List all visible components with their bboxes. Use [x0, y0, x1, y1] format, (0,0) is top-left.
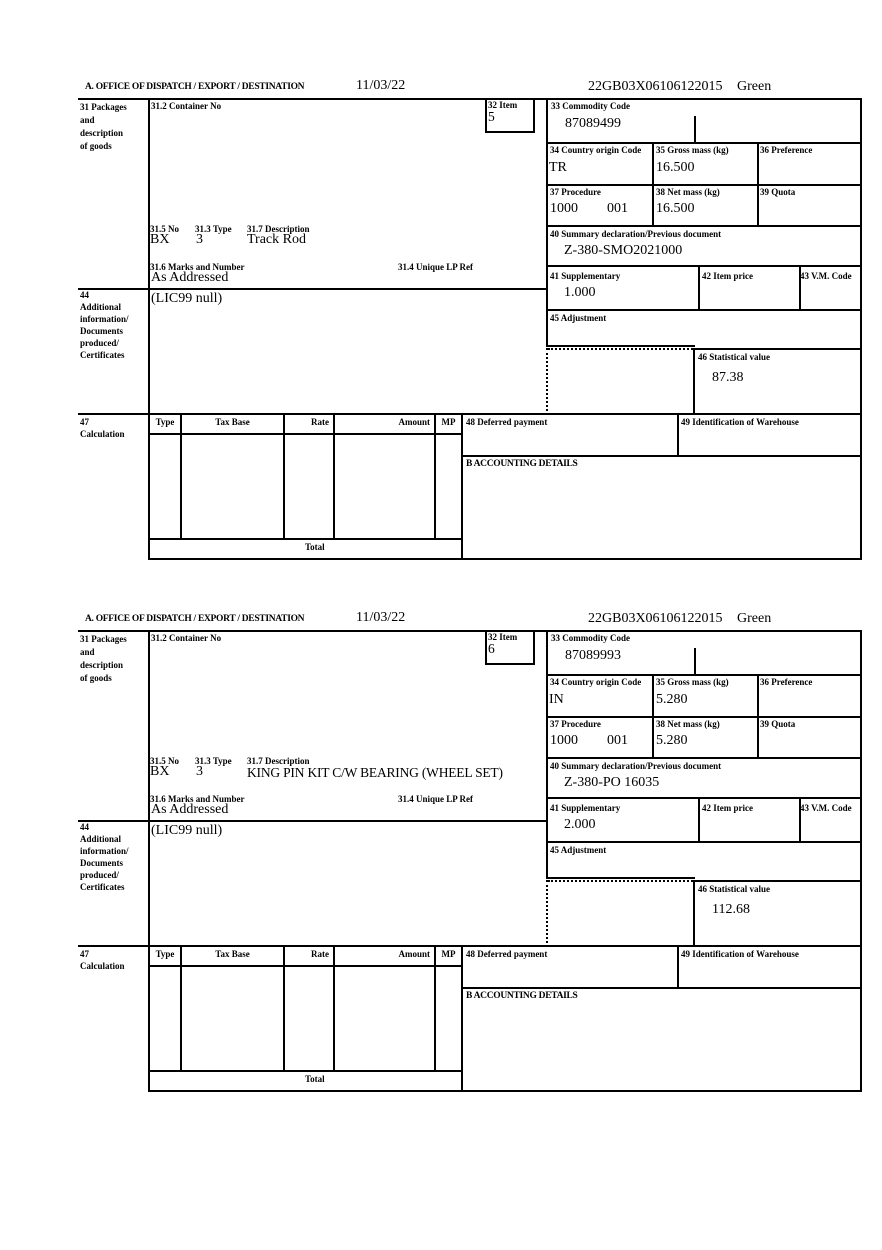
box44-label: Additional — [80, 834, 122, 844]
preference-label: 36 Preference — [760, 145, 813, 155]
unique-lp-ref-label: 31.4 Unique LP Ref — [398, 794, 474, 804]
supplementary-value: 1.000 — [564, 285, 596, 300]
box44-label: 44 — [80, 290, 89, 300]
gross-mass-label: 35 Gross mass (kg) — [656, 677, 729, 687]
declaration-item-section-1 — [0, 80, 882, 562]
border-line — [546, 184, 860, 186]
calc-col-rate: Rate — [311, 949, 329, 959]
item-price-label: 42 Item price — [702, 271, 753, 281]
pkg-type-value: 3 — [196, 764, 203, 779]
warehouse-id-label: 49 Identification of Warehouse — [681, 417, 799, 427]
calc-column-line — [333, 945, 335, 1070]
box44-label: produced/ — [80, 870, 119, 880]
supplementary-label: 41 Supplementary — [550, 271, 621, 281]
item-box-border — [533, 630, 535, 663]
box44-label: Documents — [80, 326, 123, 336]
border-line — [652, 142, 654, 225]
box44-label: Documents — [80, 858, 123, 868]
item-number-value: 6 — [488, 641, 495, 656]
box44-label: Additional — [80, 302, 122, 312]
container-no-label: 31.2 Container No — [151, 101, 222, 111]
item-box-border — [485, 131, 535, 133]
border-line — [148, 1070, 463, 1072]
declaration-reference: 22GB03X06106122015 — [588, 79, 723, 94]
border-line — [693, 880, 860, 882]
calc-column-line — [180, 945, 182, 1070]
border-line — [461, 987, 860, 989]
country-origin-value: TR — [549, 160, 567, 175]
pkg-description-label: 31.7 Description — [247, 756, 310, 766]
box47-label: Calculation — [80, 961, 125, 971]
declaration-reference: 22GB03X06106122015 — [588, 611, 723, 626]
item-box-border — [485, 663, 535, 665]
box31-label: description — [80, 660, 124, 670]
box44-label: Certificates — [80, 882, 125, 892]
office-of-dispatch-header: A. OFFICE OF DISPATCH / EXPORT / DESTINATION — [85, 614, 305, 624]
pkg-description-label: 31.7 Description — [247, 224, 310, 234]
office-of-dispatch-header: A. OFFICE OF DISPATCH / EXPORT / DESTINATION — [85, 82, 305, 92]
calc-col-mp: MP — [441, 949, 456, 959]
border-line — [546, 841, 860, 843]
dispatch-date: 11/03/22 — [356, 78, 406, 93]
border-line — [78, 945, 860, 947]
marks-label: 31.6 Marks and Number — [150, 262, 245, 272]
item-box-border — [485, 98, 487, 131]
calc-column-line — [333, 413, 335, 538]
goods-description-value: Track Rod — [247, 232, 306, 247]
pkg-no-value: BX — [150, 764, 170, 779]
commodity-code-tick — [694, 116, 696, 142]
dispatch-date: 11/03/22 — [356, 610, 406, 625]
calc-col-mp: MP — [441, 417, 456, 427]
country-origin-label: 34 Country origin Code — [550, 145, 642, 155]
procedure-value-2: 001 — [607, 201, 628, 216]
border-line — [148, 1090, 860, 1092]
border-line — [78, 98, 860, 100]
box47-label: 47 — [80, 417, 89, 427]
calc-column-line — [283, 413, 285, 538]
box31-label: of goods — [80, 673, 112, 683]
statistical-value-label: 46 Statistical value — [698, 352, 770, 362]
country-origin-label: 34 Country origin Code — [550, 677, 642, 687]
border-line — [652, 674, 654, 757]
commodity-code-tick — [694, 648, 696, 674]
pkg-no-label: 31.5 No — [150, 756, 179, 766]
box31-label: and — [80, 647, 95, 657]
gross-mass-value: 16.500 — [656, 160, 695, 175]
item-price-label: 42 Item price — [702, 803, 753, 813]
gross-mass-label: 35 Gross mass (kg) — [656, 145, 729, 155]
dotted-divider-line — [548, 348, 693, 350]
border-line — [546, 716, 860, 718]
item-box-border — [533, 98, 535, 131]
total-label: Total — [305, 1074, 325, 1084]
procedure-label: 37 Procedure — [550, 719, 601, 729]
border-line — [546, 877, 695, 879]
border-line — [78, 630, 860, 632]
border-line — [546, 345, 695, 347]
procedure-value-2: 001 — [607, 733, 628, 748]
procedure-value: 1000 — [550, 201, 578, 216]
border-line — [546, 630, 548, 879]
border-line — [677, 413, 679, 455]
calc-col-rate: Rate — [311, 417, 329, 427]
border-line — [546, 225, 860, 227]
item-label: 32 Item — [488, 632, 518, 642]
box31-label: 31 Packages — [80, 634, 127, 644]
preference-label: 36 Preference — [760, 677, 813, 687]
country-origin-value: IN — [549, 692, 564, 707]
routing-status: Green — [737, 611, 772, 626]
box31-label: 31 Packages — [80, 102, 127, 112]
routing-status: Green — [737, 79, 772, 94]
additional-info-value: (LIC99 null) — [151, 291, 223, 306]
procedure-value: 1000 — [550, 733, 578, 748]
statistical-value: 87.38 — [712, 370, 744, 385]
deferred-payment-label: 48 Deferred payment — [466, 949, 548, 959]
total-label: Total — [305, 542, 325, 552]
summary-declaration-label: 40 Summary declaration/Previous document — [550, 229, 722, 239]
calc-col-taxbase: Tax Base — [215, 949, 250, 959]
item-box-border — [485, 630, 487, 663]
border-line — [693, 348, 695, 415]
border-line — [148, 965, 463, 967]
warehouse-id-label: 49 Identification of Warehouse — [681, 949, 799, 959]
pkg-type-value: 3 — [196, 232, 203, 247]
previous-document-value: Z-380-PO 16035 — [564, 775, 660, 790]
calc-column-line — [283, 945, 285, 1070]
box44-label: 44 — [80, 822, 89, 832]
box31-label: description — [80, 128, 124, 138]
border-line — [148, 558, 860, 560]
net-mass-value: 16.500 — [656, 201, 695, 216]
border-line — [148, 433, 463, 435]
deferred-payment-label: 48 Deferred payment — [466, 417, 548, 427]
pkg-no-label: 31.5 No — [150, 224, 179, 234]
calc-col-taxbase: Tax Base — [215, 417, 250, 427]
box44-label: produced/ — [80, 338, 119, 348]
statistical-value: 112.68 — [712, 902, 750, 917]
pkg-type-label: 31.3 Type — [195, 224, 232, 234]
marks-value: As Addressed — [151, 802, 229, 817]
statistical-value-label: 46 Statistical value — [698, 884, 770, 894]
marks-label: 31.6 Marks and Number — [150, 794, 245, 804]
border-line — [546, 265, 860, 267]
supplementary-label: 41 Supplementary — [550, 803, 621, 813]
net-mass-label: 38 Net mass (kg) — [656, 719, 720, 729]
calc-col-type: Type — [155, 417, 175, 427]
border-line — [698, 797, 700, 841]
border-line — [546, 309, 860, 311]
commodity-code-value: 87089499 — [565, 116, 621, 131]
unique-lp-ref-label: 31.4 Unique LP Ref — [398, 262, 474, 272]
additional-info-value: (LIC99 null) — [151, 823, 223, 838]
border-line — [78, 413, 860, 415]
border-line — [757, 142, 759, 225]
border-line — [860, 630, 862, 1092]
gross-mass-value: 5.280 — [656, 692, 688, 707]
box44-label: information/ — [80, 846, 129, 856]
border-line — [677, 945, 679, 987]
commodity-code-value: 87089993 — [565, 648, 621, 663]
declaration-item-section-2 — [0, 612, 882, 1094]
quota-label: 39 Quota — [760, 719, 796, 729]
supplementary-value: 2.000 — [564, 817, 596, 832]
calc-column-line — [180, 413, 182, 538]
calc-col-amount: Amount — [398, 949, 430, 959]
goods-description-value: KING PIN KIT C/W BEARING (WHEEL SET) — [247, 765, 503, 780]
border-line — [148, 538, 463, 540]
calc-column-line — [434, 413, 436, 538]
box31-label: of goods — [80, 141, 112, 151]
border-line — [461, 945, 463, 1090]
border-line — [546, 674, 860, 676]
adjustment-label: 45 Adjustment — [550, 845, 607, 855]
border-line — [546, 797, 860, 799]
border-line — [461, 455, 860, 457]
container-no-label: 31.2 Container No — [151, 633, 222, 643]
calc-col-type: Type — [155, 949, 175, 959]
item-number-value: 5 — [488, 109, 495, 124]
box47-label: Calculation — [80, 429, 125, 439]
border-line — [693, 348, 860, 350]
calc-col-amount: Amount — [398, 417, 430, 427]
dotted-divider-line — [546, 348, 548, 415]
box47-label: 47 — [80, 949, 89, 959]
border-line — [461, 413, 463, 558]
border-line — [693, 880, 695, 947]
border-line — [546, 98, 548, 347]
commodity-code-label: 33 Commodity Code — [551, 101, 630, 111]
border-line — [148, 98, 150, 560]
item-label: 32 Item — [488, 100, 518, 110]
dotted-divider-line — [548, 880, 693, 882]
border-line — [546, 757, 860, 759]
calc-column-line — [434, 945, 436, 1070]
procedure-label: 37 Procedure — [550, 187, 601, 197]
summary-declaration-label: 40 Summary declaration/Previous document — [550, 761, 722, 771]
vm-code-label: 43 V.M. Code — [800, 271, 852, 281]
adjustment-label: 45 Adjustment — [550, 313, 607, 323]
dotted-divider-line — [546, 880, 548, 947]
pkg-no-value: BX — [150, 232, 170, 247]
vm-code-label: 43 V.M. Code — [800, 803, 852, 813]
box44-label: Certificates — [80, 350, 125, 360]
marks-value: As Addressed — [151, 270, 229, 285]
pkg-type-label: 31.3 Type — [195, 756, 232, 766]
previous-document-value: Z-380-SMO2021000 — [564, 243, 683, 258]
accounting-details-label: B ACCOUNTING DETAILS — [466, 459, 578, 469]
net-mass-label: 38 Net mass (kg) — [656, 187, 720, 197]
border-line — [860, 98, 862, 560]
border-line — [148, 630, 150, 1092]
border-line — [757, 674, 759, 757]
border-line — [698, 265, 700, 309]
net-mass-value: 5.280 — [656, 733, 688, 748]
commodity-code-label: 33 Commodity Code — [551, 633, 630, 643]
border-line — [546, 142, 860, 144]
box44-label: information/ — [80, 314, 129, 324]
box31-label: and — [80, 115, 95, 125]
quota-label: 39 Quota — [760, 187, 796, 197]
accounting-details-label: B ACCOUNTING DETAILS — [466, 991, 578, 1001]
